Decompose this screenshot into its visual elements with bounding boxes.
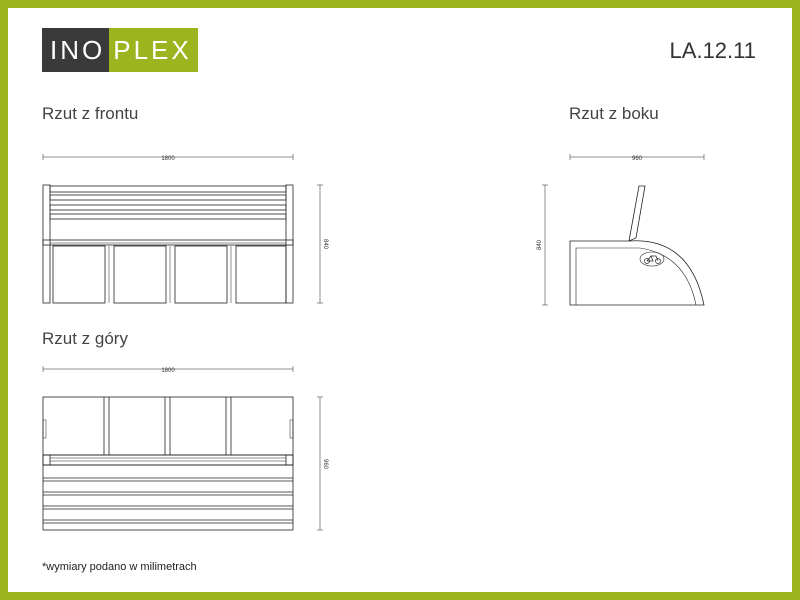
front-view-title: Rzut z frontu: [42, 104, 139, 123]
front-width-dimension: 1800: [161, 156, 175, 162]
units-note: *wymiary podano w milimetrach: [42, 561, 197, 573]
front-view-drawing: [43, 154, 328, 303]
side-view-title: Rzut z boku: [569, 104, 659, 123]
side-height-dimension: 840: [537, 239, 543, 251]
product-code: LA.12.11: [669, 38, 756, 63]
top-width-dimension: 1800: [161, 368, 175, 374]
top-depth-dimension: 960: [322, 458, 328, 470]
top-view-drawing: [43, 366, 328, 530]
bicycle-icon: [640, 252, 664, 266]
logo-part-ino: INO: [42, 28, 109, 72]
front-height-dimension: 840: [322, 238, 328, 250]
side-view-drawing: [537, 154, 704, 305]
side-width-dimension: 960: [631, 156, 643, 162]
logo-part-plex: PLEX: [109, 28, 198, 72]
top-view-title: Rzut z góry: [42, 329, 128, 348]
